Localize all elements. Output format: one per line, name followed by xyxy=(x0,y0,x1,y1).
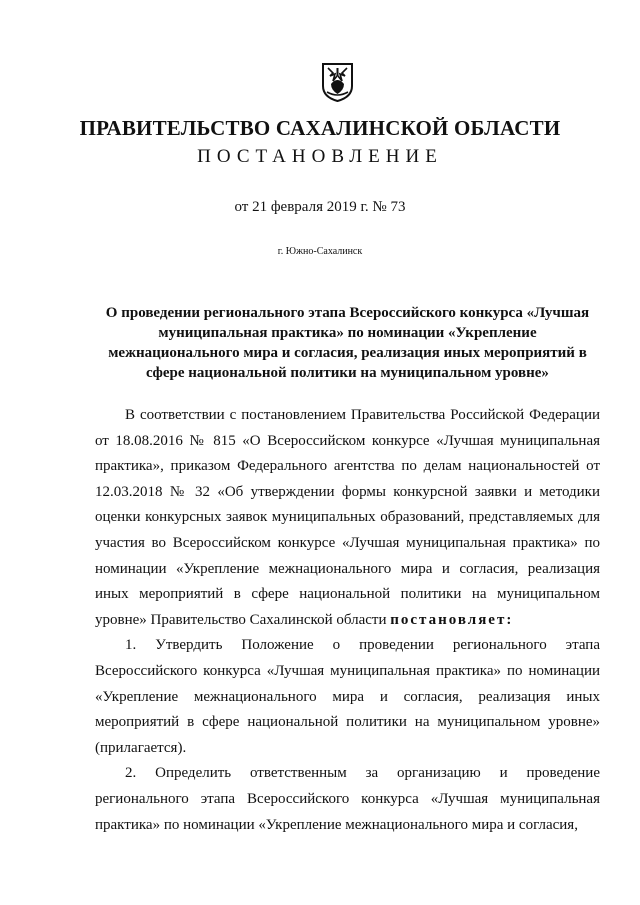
sakhalin-coat-of-arms-icon xyxy=(321,62,354,102)
item-2-paragraph: 2. Определить ответственным за организацию и проведение регионального этапа Всероссийского конкурса «Лучшая муниципальная практика» по номинации «Укрепление межнационального мира и согласия, xyxy=(95,765,600,833)
preamble-text: В соответствии с постановлением Правительства Российской Федерации от 18.08.2016 № 815 «О Всероссийском конкурсе «Лучшая муниципальная практика», приказом Федерального агентства по делам национальностей от 12.03.2018 № 32 «Об утверждении формы конкурсной заявки и методики оценки конкурсных заявок муниципальных образований, представляемых для участия во Всероссийском конкурсе «Лучшая муниципальная практика» по номинации «Укрепление межнационального мира и согласия, реализация иных мероприятий в сфере национальной политики на муниципальном уровне» Правительство Сахалинской области xyxy=(95,407,600,628)
decree-word: постановляет: xyxy=(390,611,514,628)
document-city: г. Южно-Сахалинск xyxy=(277,246,363,257)
preamble-paragraph xyxy=(95,403,600,633)
organization-title: ПРАВИТЕЛЬСТВО САХАЛИНСКОЙ ОБЛАСТИ xyxy=(79,116,561,140)
item-1-paragraph: 1. Утвердить Положение о проведении регионального этапа Всероссийского конкурса «Лучшая муниципальная практика» по номинации «Укрепление межнационального мира и согласия, реализация иных мероприятий в сфере национальной политики на муниципальном уровне» (прилагается). xyxy=(95,637,600,756)
document-date-number: от 21 февраля 2019 г. № 73 xyxy=(234,199,406,215)
document-type: ПОСТАНОВЛЕНИЕ xyxy=(197,146,443,167)
document-subject-title: О проведении регионального этапа Всероссийского конкурса «Лучшая муниципальная практика» по номинации «Укрепление межнационального мира и согласия, реализация иных мероприятий в сфере национальной политики на муниципальном уровне» xyxy=(105,305,590,381)
document-body xyxy=(95,403,600,838)
